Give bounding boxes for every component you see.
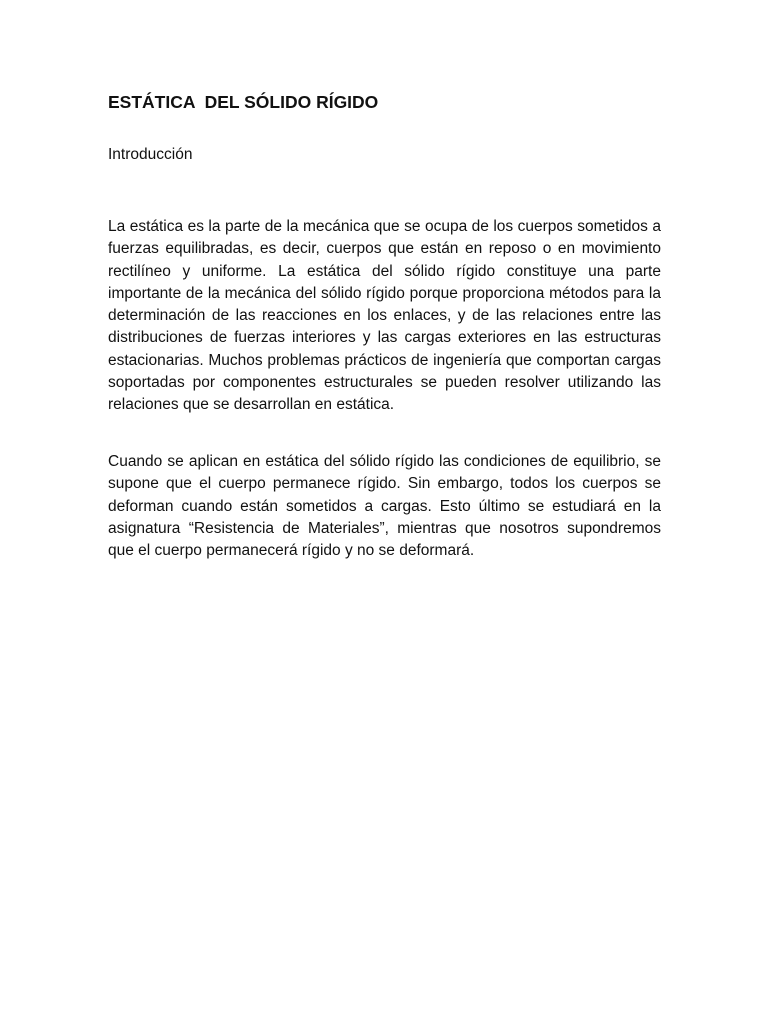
section-heading: Introducción (108, 146, 193, 163)
document-title: ESTÁTICA DEL SÓLIDO RÍGIDO (108, 92, 379, 112)
paragraph-intro: La estática es la parte de la mecánica que se ocupa de los cuerpos sometidos a fuerzas equilibradas, es decir, cuerpos que están en reposo o en movimiento rectilíneo y uniforme. La estática del sólido rígido constituye una parte importante de la mecánica del sólido rígido porque proporciona métodos para la determinación de las reacciones en los enlaces, y de las relaciones entre las distribuciones de fuerzas interiores y las cargas exteriores en las estructuras estacionarias. Muchos problemas prácticos de ingeniería que comportan cargas soportadas por componentes estructurales se pueden resolver utilizando las relaciones que se desarrollan en estática. (108, 218, 661, 414)
paragraph-rigid-body: Cuando se aplican en estática del sólido rígido las condiciones de equilibrio, se supone que el cuerpo permanece rígido. Sin embargo, todos los cuerpos se deforman cuando están sometidos a cargas. Esto último se estudiará en la asignatura “Resistencia de Materiales”, mientras que nosotros supondremos que el cuerpo permanecerá rígido y no se deformará. (108, 453, 661, 560)
